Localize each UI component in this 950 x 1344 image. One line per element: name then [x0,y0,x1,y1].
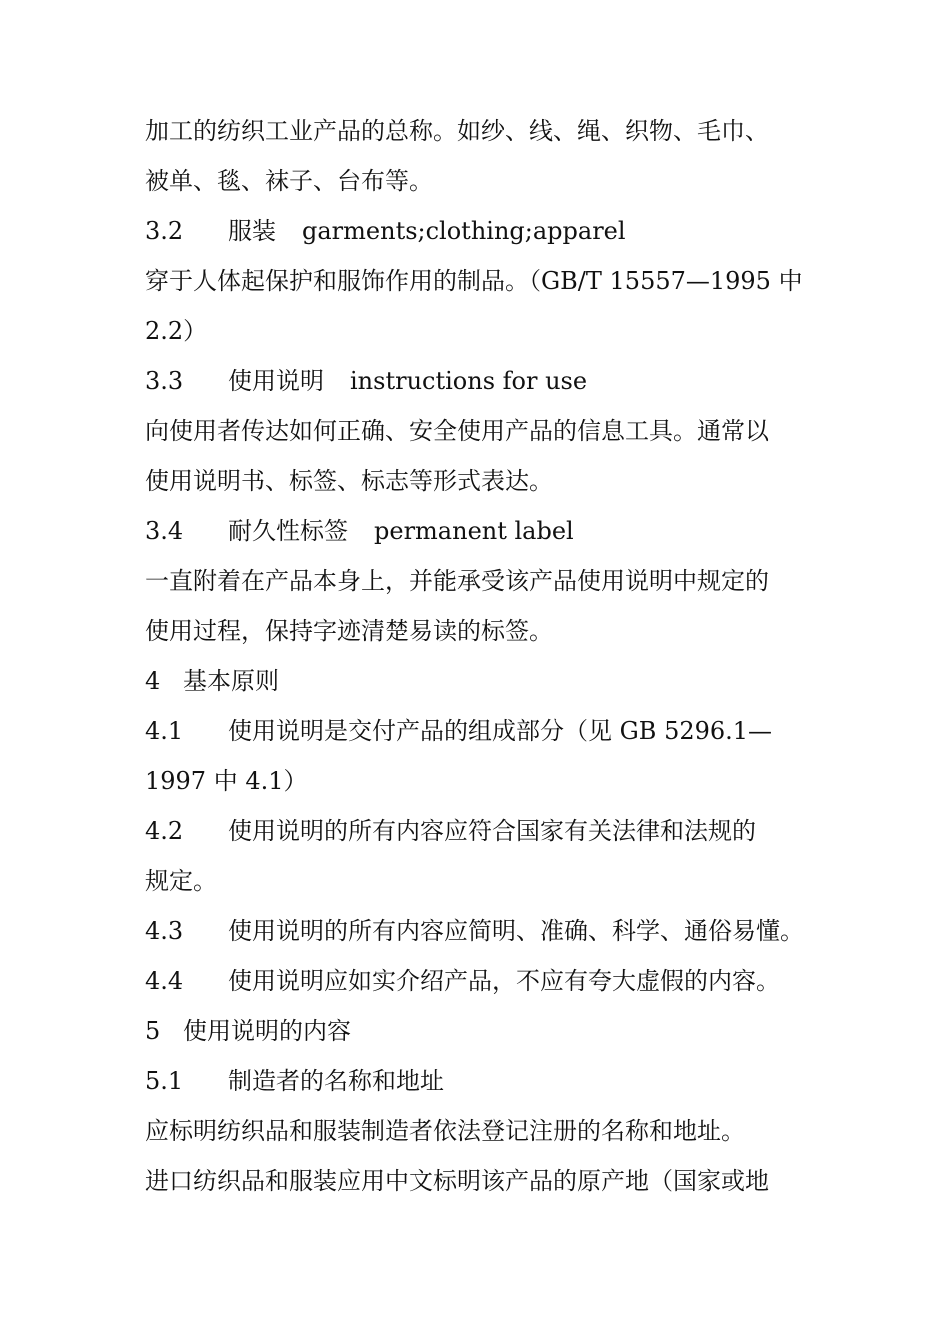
clause-text: 使用说明应如实介绍产品，不应有夸大虚假的内容。 [228,967,780,995]
clause-number: 4.1 [145,717,184,745]
paragraph-line: 2.2） [145,317,208,345]
clause-3-2-heading [145,216,626,246]
clause-number: 5.1 [145,1067,184,1095]
term-english: garments;clothing;apparel [302,217,626,245]
clause-4-3 [145,916,804,946]
section-title: 基本原则 [183,667,279,695]
term-english: permanent label [374,517,574,545]
clause-number: 4.2 [145,817,184,845]
paragraph-line: 使用说明书、标签、标志等形式表达。 [145,467,553,495]
paragraph-line: 规定。 [145,867,217,895]
paragraph-line: 使用过程，保持字迹清楚易读的标签。 [145,617,553,645]
paragraph-line: 1997 中 4.1） [145,767,308,795]
paragraph-line: 加工的纺织工业产品的总称。如纱、线、绳、织物、毛巾、 [145,117,769,145]
clause-4-4 [145,966,780,996]
section-number: 4 [145,667,161,695]
clause-text: 使用说明是交付产品的组成部分（见 GB 5296.1— [228,717,773,745]
paragraph-line: 一直附着在产品本身上，并能承受该产品使用说明中规定的 [145,567,769,595]
clause-number: 3.2 [145,217,184,245]
paragraph-line: 应标明纺织品和服装制造者依法登记注册的名称和地址。 [145,1117,745,1145]
term-chinese: 使用说明 [228,367,324,395]
section-title: 使用说明的内容 [183,1017,351,1045]
clause-number: 4.3 [145,917,184,945]
clause-5-1-heading [145,1066,444,1096]
term-english: instructions for use [350,367,588,395]
clause-text: 使用说明的所有内容应符合国家有关法律和法规的 [228,817,756,845]
paragraph-line: 被单、毯、袜子、台布等。 [145,167,433,195]
clause-text: 制造者的名称和地址 [228,1067,444,1095]
paragraph-line: 向使用者传达如何正确、安全使用产品的信息工具。通常以 [145,417,769,445]
paragraph-line: 进口纺织品和服装应用中文标明该产品的原产地（国家或地 [145,1167,769,1195]
clause-number: 4.4 [145,967,184,995]
paragraph-line: 穿于人体起保护和服饰作用的制品。（GB/T 15557—1995 中 [145,267,803,295]
term-chinese: 耐久性标签 [228,517,348,545]
clause-3-4-heading [145,516,574,546]
clause-number: 3.4 [145,517,184,545]
term-chinese: 服装 [228,217,276,245]
clause-number: 3.3 [145,367,184,395]
section-number: 5 [145,1017,161,1045]
clause-3-3-heading [145,366,587,396]
section-4-heading [145,666,279,696]
clause-4-1 [145,716,772,746]
clause-text: 使用说明的所有内容应简明、准确、科学、通俗易懂。 [228,917,804,945]
clause-4-2 [145,816,756,846]
section-5-heading [145,1016,351,1046]
